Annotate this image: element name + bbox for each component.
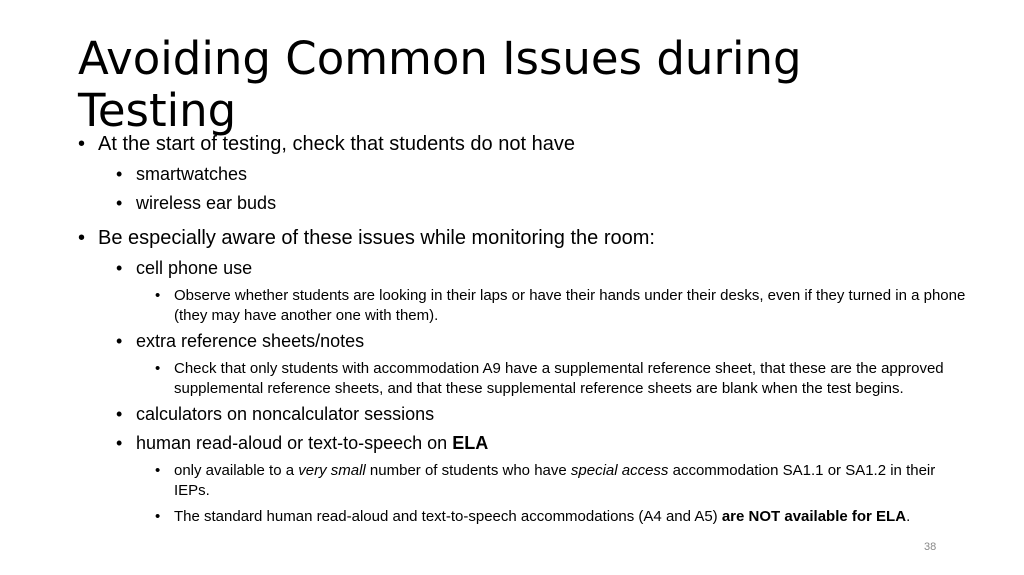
bullet-standard-accommodations [78,507,968,527]
not-available-bold: are NOT available for ELA [721,508,907,525]
bullet-start-of-testing: • At the start of testing, check that students do not have [78,131,968,157]
bullet-check-accommodation: • Check that only students with accommodation A9 have a supplemental reference sheet, that these are the approved supplemental reference sheets, and that these supplemental reference sheets are blank when the test begins. [78,359,968,399]
very-small-italic: very small [298,462,366,479]
bullet-cell-phone-use: • cell phone use [78,257,968,280]
standard-text-a: The standard human read-aloud and text-to-speech accommodations (A4 and A5) [174,508,722,525]
bullet-wireless-ear-buds: • wireless ear buds [78,192,968,215]
only-available-text-a: only available to a [174,462,299,479]
ela-bold: ELA [452,433,489,453]
bullet-reference-sheets: • extra reference sheets/notes [78,330,968,353]
slide-title: Avoiding Common Issues during Testing [78,32,802,137]
special-access-italic: special access [570,462,669,479]
bullet-smartwatches: • smartwatches [78,163,968,186]
bullet-list [78,131,968,527]
bullet-calculators: • calculators on noncalculator sessions [78,403,968,426]
bullet-observe-students: • Observe whether students are looking in their laps or have their hands under their desks, even if they turned in a phone (they may have another one with them). [78,286,968,326]
only-available-text-e: accommodation SA1.1 or SA1.2 in their IEPs. [174,462,936,499]
read-aloud-text: human read-aloud or text-to-speech on [136,433,453,453]
slide-number: 38 [924,541,937,553]
only-available-text-c: number of students who have [365,462,571,479]
bullet-monitoring-room: • Be especially aware of these issues while monitoring the room: [78,225,968,251]
bullet-only-available [78,461,968,501]
bullet-read-aloud [78,432,968,455]
standard-text-c: . [906,508,911,525]
